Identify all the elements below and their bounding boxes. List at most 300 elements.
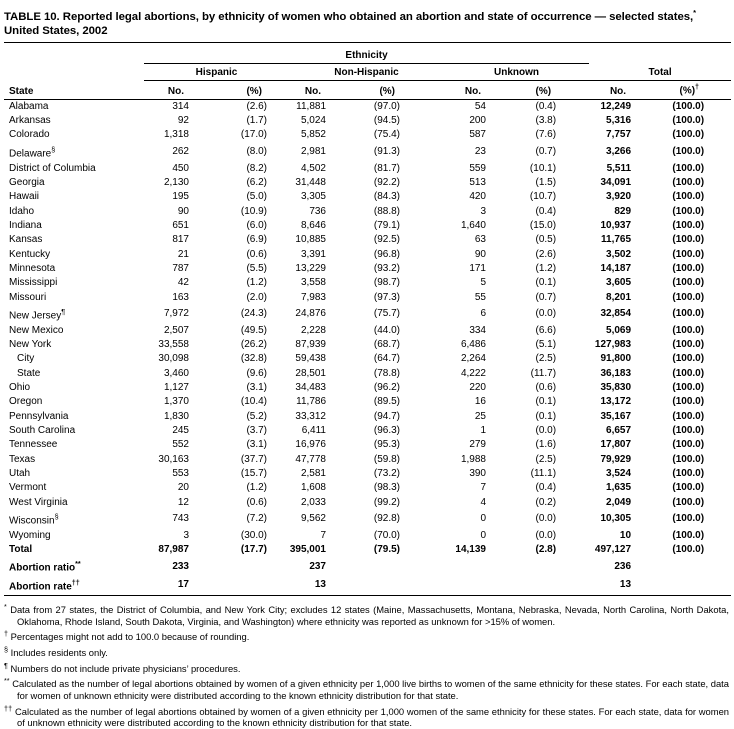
value-cell: (100.0) — [672, 468, 705, 480]
total-pct-label: (%) — [679, 85, 696, 97]
value-cell: (100.0) — [672, 410, 705, 422]
value-cell: 32,854 — [600, 308, 632, 320]
state-cell: Kentucky — [9, 248, 51, 260]
value-cell: (1.2) — [246, 482, 267, 494]
value-cell: (6.2) — [246, 176, 267, 188]
state-cell: Ohio — [9, 381, 31, 393]
value-cell: (100.0) — [672, 496, 705, 508]
footnote-marker: †† — [4, 703, 13, 713]
non-hispanic-label: Non-Hispanic — [289, 67, 444, 81]
value-cell: 3,391 — [300, 248, 326, 260]
footnote: † Percentages might not add to 100.0 because of rounding. — [4, 629, 250, 643]
value-cell: 587 — [469, 129, 486, 141]
value-cell: 21 — [177, 248, 189, 260]
value-cell: 13 — [619, 579, 632, 591]
value-cell: 3,558 — [300, 277, 326, 289]
value-cell: (1.2) — [535, 262, 557, 274]
value-cell: (11.1) — [530, 468, 557, 480]
value-cell: 24,876 — [295, 308, 326, 320]
value-cell: (6.0) — [246, 219, 267, 231]
value-cell: (97.0) — [373, 100, 400, 112]
state-cell: Missouri — [9, 291, 47, 303]
value-cell: (0.5) — [535, 234, 557, 246]
value-cell: 245 — [172, 425, 189, 437]
value-cell: 163 — [172, 291, 189, 303]
value-cell: (100.0) — [672, 439, 705, 451]
value-cell: 10,885 — [295, 234, 326, 246]
value-cell: 23 — [474, 145, 486, 157]
value-cell: (30.0) — [240, 529, 267, 541]
value-cell: (100.0) — [672, 205, 705, 217]
value-cell: (59.8) — [373, 453, 400, 465]
table-row — [4, 510, 731, 529]
state-cell: Wyoming — [9, 529, 51, 541]
value-cell — [641, 576, 731, 595]
title-subline: United States, 2002 — [4, 25, 108, 38]
footnote-marker: ** — [75, 559, 81, 569]
value-cell: (1.5) — [535, 176, 557, 188]
value-cell: 13,172 — [600, 396, 632, 408]
value-cell: (32.8) — [240, 353, 267, 365]
value-cell: (88.8) — [373, 205, 400, 217]
value-cell: 35,830 — [600, 381, 632, 393]
value-cell: 237 — [309, 560, 326, 572]
value-cell: 395,001 — [289, 544, 326, 556]
hispanic-no-header: No. — [144, 81, 194, 100]
value-cell: (91.3) — [373, 145, 400, 157]
table-row — [4, 496, 731, 510]
table-row — [4, 233, 731, 247]
total-pct-header — [641, 81, 731, 100]
value-cell: (7.6) — [535, 129, 557, 141]
hispanic-pct-header: (%) — [194, 81, 289, 100]
value-cell: 3,502 — [606, 248, 632, 260]
table-row — [4, 352, 731, 366]
value-cell: 2,228 — [300, 324, 326, 336]
state-cell: Abortion rate†† — [9, 578, 80, 593]
table-row — [4, 424, 731, 438]
footnote-marker: ¶ — [4, 660, 8, 670]
value-cell: (100.0) — [672, 162, 705, 174]
footnote-marker: § — [54, 512, 59, 522]
value-cell: (0.1) — [535, 396, 557, 408]
value-cell: (100.0) — [672, 291, 705, 303]
table-row — [4, 367, 731, 381]
header-row-columns — [4, 81, 731, 100]
value-cell — [194, 557, 289, 576]
value-cell: (92.5) — [373, 234, 400, 246]
value-cell: 42 — [177, 277, 189, 289]
table-row — [4, 248, 731, 262]
value-cell: (0.4) — [535, 482, 557, 494]
value-cell: (26.2) — [240, 338, 267, 350]
value-cell: 4,502 — [300, 162, 326, 174]
header-row-ethnicity — [4, 42, 731, 64]
value-cell: (100.0) — [672, 234, 705, 246]
value-cell: (78.8) — [373, 367, 400, 379]
value-cell: 233 — [172, 560, 189, 572]
value-cell: (89.5) — [373, 396, 400, 408]
value-cell: 1,127 — [163, 381, 189, 393]
value-cell: 12,249 — [600, 100, 632, 112]
header-spacer — [589, 42, 731, 64]
value-cell: (11.7) — [530, 367, 557, 379]
value-cell: (24.3) — [240, 308, 267, 320]
table-row — [4, 114, 731, 128]
ethnicity-label: Ethnicity — [144, 50, 589, 64]
value-cell: 4 — [480, 496, 486, 508]
value-cell: 220 — [469, 381, 486, 393]
footnote-marker: * — [4, 601, 7, 611]
value-cell: (2.6) — [246, 100, 267, 112]
value-cell: (0.4) — [535, 100, 557, 112]
value-cell: (100.0) — [672, 308, 705, 320]
value-cell: 90 — [474, 248, 486, 260]
value-cell: 743 — [172, 513, 189, 525]
value-cell: 87,939 — [295, 338, 326, 350]
value-cell: 87,987 — [158, 544, 189, 556]
value-cell: 5 — [480, 277, 486, 289]
value-cell: 79,929 — [600, 453, 632, 465]
value-cell: 3,266 — [606, 145, 632, 157]
value-cell: 3,305 — [300, 191, 326, 203]
table-row — [4, 453, 731, 467]
value-cell: (2.5) — [535, 453, 557, 465]
table-row — [4, 381, 731, 395]
value-cell: 13 — [314, 579, 326, 591]
value-cell: (100.0) — [672, 381, 705, 393]
state-cell: District of Columbia — [9, 162, 96, 174]
value-cell: (0.7) — [535, 145, 557, 157]
value-cell: (17.0) — [240, 129, 267, 141]
value-cell: 127,983 — [594, 338, 632, 350]
value-cell: (100.0) — [672, 544, 705, 556]
value-cell: 92 — [177, 115, 189, 127]
value-cell: (0.7) — [535, 291, 557, 303]
value-cell: (2.8) — [535, 544, 557, 556]
table-row — [4, 305, 731, 324]
value-cell: 2,264 — [460, 353, 486, 365]
state-cell: Hawaii — [9, 191, 40, 203]
value-cell — [194, 576, 289, 595]
value-cell: 30,163 — [158, 453, 189, 465]
value-cell: (73.2) — [373, 468, 400, 480]
value-cell: (5.5) — [246, 262, 267, 274]
value-cell: 3 — [480, 205, 486, 217]
value-cell: 0 — [480, 513, 486, 525]
footnote: †† Calculated as the number of legal abortions obtained by women of a given ethnicity per 1,000 women of the same ethnicity for these states. For each state, data for women of unknown ethnicity were distributed according to the known ethnicity distribution for that state. — [4, 703, 730, 729]
hispanic-group-header — [144, 64, 289, 81]
value-cell: (2.0) — [246, 291, 267, 303]
value-cell: 5,316 — [606, 115, 632, 127]
value-cell: 1,830 — [163, 410, 189, 422]
title-footnote-marker: * — [693, 8, 696, 17]
value-cell: 3,460 — [163, 367, 189, 379]
footnote: § Includes residents only. — [4, 644, 108, 658]
value-cell: 1,988 — [460, 453, 486, 465]
value-cell: 90 — [177, 205, 189, 217]
value-cell: 36,183 — [600, 367, 632, 379]
value-cell: (100.0) — [672, 529, 705, 541]
value-cell: (0.1) — [535, 410, 557, 422]
value-cell — [444, 557, 496, 576]
state-cell: Idaho — [9, 205, 35, 217]
value-cell: 552 — [172, 439, 189, 451]
value-cell: (0.0) — [535, 529, 557, 541]
value-cell: (92.8) — [373, 513, 400, 525]
value-cell — [351, 576, 444, 595]
value-cell: (93.2) — [373, 262, 400, 274]
footnotes — [4, 601, 729, 729]
value-cell: 817 — [172, 234, 189, 246]
value-cell: 63 — [474, 234, 486, 246]
value-cell: 497,127 — [594, 544, 632, 556]
value-cell: 1,370 — [163, 396, 189, 408]
value-cell: 7 — [480, 482, 486, 494]
value-cell: (0.0) — [535, 425, 557, 437]
value-cell: (5.0) — [246, 191, 267, 203]
state-cell: Kansas — [9, 234, 43, 246]
value-cell: 736 — [309, 205, 326, 217]
total-group-header — [589, 64, 731, 81]
value-cell: (100.0) — [672, 176, 705, 188]
footnote: ** Calculated as the number of legal abortions obtained by women of a given ethnicity per 1,000 live births to women of the same ethnicity for these states. For each state, data for women of unknown ethnicity were distributed according to the known ethnicity distribution for that state. — [4, 676, 729, 701]
table-row — [4, 205, 731, 219]
state-cell: Minnesota — [9, 262, 56, 274]
value-cell: 10,937 — [600, 219, 632, 231]
value-cell: (70.0) — [373, 529, 400, 541]
abortions-by-ethnicity-table — [4, 42, 731, 596]
value-cell: (0.2) — [535, 496, 557, 508]
state-cell: New Mexico — [9, 324, 64, 336]
value-cell: (0.6) — [246, 248, 267, 260]
state-cell: Alabama — [9, 100, 49, 112]
value-cell: 171 — [469, 262, 486, 274]
state-cell: Pennsylvania — [9, 410, 69, 422]
value-cell: 6 — [480, 308, 486, 320]
value-cell: (37.7) — [240, 453, 267, 465]
value-cell: (100.0) — [672, 262, 705, 274]
value-cell: 1,318 — [163, 129, 189, 141]
table-row — [4, 162, 731, 176]
value-cell: 2,581 — [300, 468, 326, 480]
value-cell: (0.4) — [535, 205, 557, 217]
value-cell: (64.7) — [373, 353, 400, 365]
value-cell: 7,983 — [300, 291, 326, 303]
value-cell: 7,757 — [606, 129, 632, 141]
ethnicity-group-header — [144, 42, 589, 64]
value-cell: (100.0) — [672, 482, 705, 494]
footnote-marker: † — [4, 629, 8, 639]
non-hispanic-group-header — [289, 64, 444, 81]
value-cell: (17.7) — [240, 544, 267, 556]
value-cell: (75.7) — [373, 308, 400, 320]
table-row — [4, 467, 731, 481]
state-cell: Abortion ratio** — [9, 559, 81, 574]
value-cell: 17 — [177, 579, 189, 591]
table-row — [4, 576, 731, 595]
header-row-groups — [4, 64, 731, 81]
table-row — [4, 324, 731, 338]
value-cell: 5,024 — [300, 115, 326, 127]
value-cell: 0 — [480, 529, 486, 541]
value-cell: (100.0) — [672, 353, 705, 365]
state-cell: Vermont — [9, 482, 47, 494]
table-row — [4, 291, 731, 305]
value-cell: 8,201 — [606, 291, 632, 303]
table-body — [4, 99, 731, 595]
value-cell: (0.0) — [535, 308, 557, 320]
value-cell: 1,640 — [460, 219, 486, 231]
value-cell: 334 — [469, 324, 486, 336]
value-cell: 8,646 — [300, 219, 326, 231]
value-cell — [496, 576, 589, 595]
value-cell: 11,881 — [296, 100, 326, 112]
value-cell: 16 — [474, 396, 486, 408]
table-row — [4, 481, 731, 495]
value-cell: 553 — [172, 468, 189, 480]
unknown-pct-header: (%) — [496, 81, 589, 100]
value-cell: (3.7) — [246, 425, 267, 437]
value-cell: (2.6) — [535, 248, 557, 260]
value-cell: 262 — [172, 145, 189, 157]
header-spacer — [4, 42, 144, 64]
value-cell: 31,448 — [295, 176, 326, 188]
value-cell: 16,976 — [295, 439, 326, 451]
table-row — [4, 99, 731, 114]
state-cell: Delaware§ — [9, 144, 56, 160]
value-cell: 195 — [172, 191, 189, 203]
value-cell: 25 — [474, 410, 486, 422]
value-cell: 47,778 — [295, 453, 326, 465]
value-cell: (8.0) — [246, 145, 267, 157]
value-cell: 279 — [469, 439, 486, 451]
value-cell: (79.5) — [373, 544, 400, 556]
value-cell: 450 — [172, 162, 189, 174]
value-cell: (100.0) — [672, 100, 705, 112]
state-cell: Colorado — [9, 129, 50, 141]
value-cell: (1.7) — [246, 115, 267, 127]
value-cell: 20 — [177, 482, 189, 494]
value-cell: (100.0) — [672, 145, 705, 157]
value-cell: 13,229 — [295, 262, 326, 274]
value-cell: 2,130 — [163, 176, 189, 188]
value-cell: (3.1) — [246, 381, 267, 393]
state-cell: Wisconsin§ — [9, 512, 59, 527]
value-cell: 651 — [172, 219, 189, 231]
value-cell: 3,920 — [606, 191, 632, 203]
value-cell: (15.0) — [529, 219, 557, 231]
table-header — [4, 42, 731, 99]
value-cell: 34,483 — [295, 381, 326, 393]
value-cell: 14,139 — [455, 544, 486, 556]
value-cell: 4,222 — [460, 367, 486, 379]
footnote-marker: § — [4, 644, 8, 654]
table-title — [4, 6, 731, 39]
value-cell: 1,608 — [300, 482, 326, 494]
value-cell: 236 — [614, 560, 632, 572]
state-cell: Indiana — [9, 219, 42, 231]
title-text: TABLE 10. Reported legal abortions, by ethnicity of women who obtained an abortion and state of occurrence — selected states, — [4, 10, 694, 23]
value-cell: 10 — [619, 529, 632, 541]
non-hispanic-no-header: No. — [289, 81, 351, 100]
value-cell: (10.1) — [529, 162, 557, 174]
value-cell: 1,635 — [606, 482, 632, 494]
value-cell: (10.7) — [529, 191, 557, 203]
state-cell: Mississippi — [9, 277, 58, 289]
footnote: ¶ Numbers do not include private physicians’ procedures. — [4, 660, 241, 674]
value-cell: (7.2) — [246, 513, 267, 525]
value-cell: 2,981 — [300, 145, 326, 157]
value-cell: 10,305 — [600, 513, 632, 525]
state-column-header: State — [4, 81, 144, 100]
value-cell: (92.2) — [373, 176, 400, 188]
state-cell: Arkansas — [9, 115, 51, 127]
value-cell: (49.5) — [240, 324, 267, 336]
value-cell: (44.0) — [373, 324, 400, 336]
value-cell — [444, 576, 496, 595]
value-cell: 513 — [469, 176, 486, 188]
value-cell: 35,167 — [600, 410, 632, 422]
value-cell: 420 — [469, 191, 486, 203]
value-cell: 2,049 — [606, 496, 632, 508]
table-row — [4, 219, 731, 233]
value-cell: (100.0) — [672, 513, 705, 525]
value-cell: 1 — [480, 425, 486, 437]
value-cell: 200 — [469, 115, 486, 127]
value-cell: (5.1) — [535, 338, 557, 350]
header-spacer — [4, 64, 144, 81]
state-cell: New Jersey¶ — [9, 306, 66, 322]
value-cell: 14,187 — [600, 262, 632, 274]
footnote-marker: †† — [71, 578, 80, 588]
state-cell: Total — [9, 544, 33, 556]
table-row — [4, 190, 731, 204]
value-cell: 3,605 — [606, 277, 632, 289]
value-cell: (100.0) — [672, 191, 705, 203]
table-row — [4, 529, 731, 543]
value-cell: 9,562 — [300, 513, 326, 525]
table-row — [4, 557, 731, 576]
value-cell: (3.1) — [246, 439, 267, 451]
value-cell: (100.0) — [672, 425, 705, 437]
value-cell: (1.6) — [535, 439, 557, 451]
table-row — [4, 438, 731, 452]
state-cell: Tennessee — [9, 439, 58, 451]
state-cell: Oregon — [9, 396, 43, 408]
value-cell: (95.3) — [373, 439, 400, 451]
value-cell: (100.0) — [672, 367, 705, 379]
footnote-marker: ¶ — [61, 306, 66, 316]
value-cell: 54 — [474, 100, 486, 112]
value-cell: 3 — [183, 529, 189, 541]
value-cell: 5,069 — [606, 324, 632, 336]
value-cell: 6,411 — [301, 425, 326, 437]
table-row — [4, 276, 731, 290]
value-cell: 59,438 — [295, 353, 326, 365]
value-cell: 829 — [614, 205, 632, 217]
value-cell: (10.4) — [240, 396, 267, 408]
value-cell: (0.6) — [535, 381, 557, 393]
value-cell: 390 — [469, 468, 486, 480]
value-cell: 314 — [172, 100, 189, 112]
state-cell: Utah — [9, 468, 31, 480]
value-cell: (8.2) — [246, 162, 267, 174]
value-cell: 2,033 — [300, 496, 326, 508]
table-row — [4, 338, 731, 352]
value-cell: 17,807 — [600, 439, 632, 451]
value-cell: 6,486 — [460, 338, 486, 350]
